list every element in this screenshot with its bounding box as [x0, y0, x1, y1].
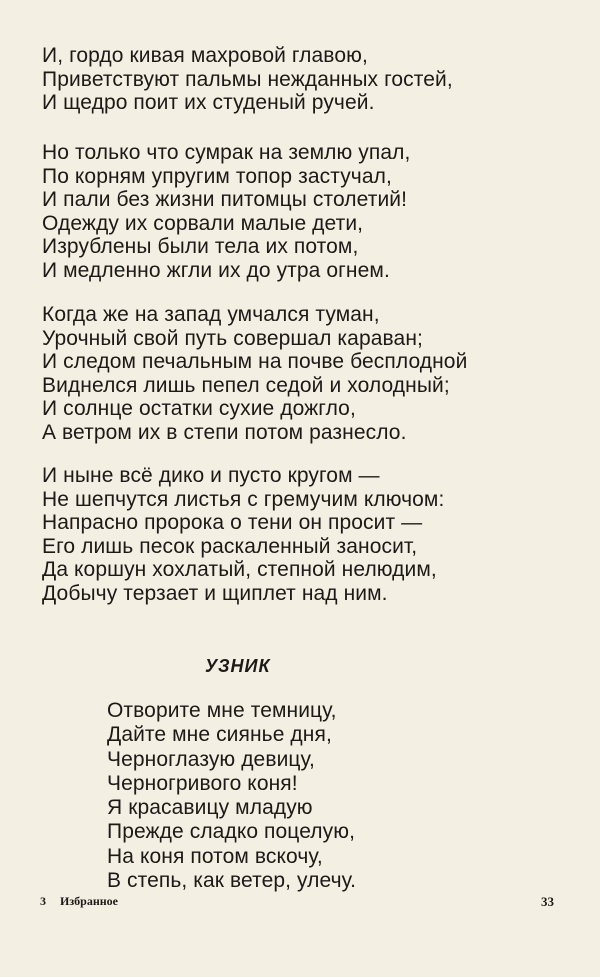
verse-line: Добычу терзает и щиплет над ним.	[42, 581, 388, 605]
verse-line: И, гордо кивая махровой главою,	[42, 44, 368, 67]
verse-line: Изрублены были тела их потом,	[42, 235, 359, 259]
verse-line: В степь, как ветер, улечу.	[107, 869, 357, 893]
verse-line: И медленно жгли их до утра огнем.	[42, 258, 390, 282]
stanza-1	[42, 44, 453, 115]
poem-title: УЗНИК	[205, 656, 271, 676]
signature-number: 3	[40, 894, 46, 908]
signature-text: Избранное	[60, 894, 118, 908]
verse-line: Я красавицу младую	[107, 796, 313, 820]
verse-line: Черноглазую девицу,	[107, 747, 315, 771]
verse-line: Урочный свой путь совершал караван;	[42, 326, 423, 350]
verse-line: Напрасно пророка о тени он просит —	[42, 511, 423, 535]
verse-line: Прежде сладко поцелую,	[107, 820, 356, 844]
verse-line: И следом печальным на почве бесплодной	[42, 350, 468, 374]
verse-line: И пали без жизни питомцы столетий!	[42, 188, 408, 212]
verse-line: Когда же на запад умчался туман,	[42, 303, 380, 326]
verse-line: Да коршун хохлатый, степной нелюдим,	[42, 558, 437, 582]
verse-line: Его лишь песок раскаленный заносит,	[42, 534, 418, 558]
verse-line: Одежду их сорвали малые дети,	[42, 211, 364, 235]
verse-line: На коня потом вскочу,	[107, 844, 323, 868]
verse-line: Не шепчутся листья с гремучим ключом:	[42, 487, 445, 511]
stanza-4	[42, 464, 444, 606]
verse-line: И солнце остатки сухие дожгло,	[42, 397, 356, 421]
poem-body	[107, 699, 356, 893]
stanza-2	[42, 141, 410, 283]
page-number: 33	[541, 894, 554, 909]
verse-line: Приветствуют пальмы нежданных гостей,	[42, 67, 453, 91]
stanza-3	[42, 303, 467, 445]
verse-line: Но только что сумрак на землю упал,	[42, 141, 411, 164]
verse-line: Черногривого коня!	[107, 771, 298, 795]
verse-line: Виднелся лишь пепел седой и холодный;	[42, 373, 450, 397]
verse-line: А ветром их в степи потом разнесло.	[42, 420, 407, 444]
verse-line: Отворите мне темницу,	[107, 699, 337, 722]
verse-line: И щедро поит их студеный ручей.	[42, 91, 375, 115]
verse-line: И ныне всё дико и пусто кругом —	[42, 464, 380, 487]
verse-line: По корням упругим топор застучал,	[42, 164, 392, 188]
verse-line: Дайте мне сиянье дня,	[107, 723, 332, 747]
